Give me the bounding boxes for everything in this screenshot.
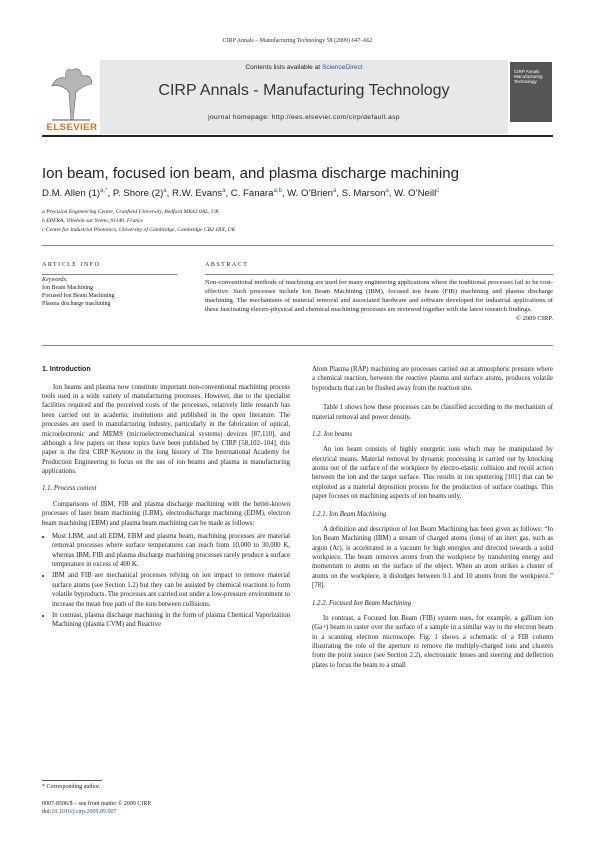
list-item: • Most LBM, and all EDM, EBM and plasma beam, machining processes are material removal processes where surface temperatures can reach from 10,000 to 30,000 K, whereas IBM, FIB and plasma discharge machining processes rarely produce a surface temperature in excess of 400 K. bbox=[52, 532, 290, 570]
issn-line: 0007-8506/$ – see front matter © 2009 CIRP. bbox=[42, 801, 152, 807]
contents-line bbox=[100, 64, 508, 71]
abstract-heading: ABSTRACT bbox=[205, 262, 249, 268]
keyword: Focused Ion Beam Machining bbox=[42, 293, 115, 300]
header-rule bbox=[42, 135, 553, 137]
issn-block bbox=[42, 800, 152, 817]
divider bbox=[42, 345, 553, 346]
author-affil-mark[interactable]: a,* bbox=[100, 188, 108, 194]
paragraph: Comparisons of IBM, FIB and plasma discharge machining with the better-known processes of laser beam machining (LBM), electrodischarge machining (EDM), electron beam machining (EBM) and plasma beam machining can be made as follows: bbox=[42, 500, 290, 527]
keyword: Ion Beam Machining bbox=[42, 285, 93, 292]
elsevier-wordmark: ELSEVIER bbox=[46, 122, 98, 133]
divider bbox=[205, 274, 553, 275]
article-info-heading: ARTICLE INFO bbox=[42, 262, 101, 268]
paragraph: Atom Plasma (RAP) machining are processes carried out at atmospheric pressure where a chemical reaction, between the reactive plasma and surface atoms, produces volatile byproducts that can be flushed away from the reaction site. bbox=[312, 366, 553, 392]
author: P. Shore (2) bbox=[112, 188, 164, 200]
affiliation: c Centre for Industrial Photonics, University of Cambridge, Cambridge CB2 1RX, UK bbox=[42, 227, 236, 233]
paragraph: Table 1 shows how these processes can be classified according to the mechanism of material removal and power density. bbox=[312, 404, 553, 421]
author: S. Marson bbox=[341, 188, 386, 200]
author-affil-mark[interactable]: a bbox=[222, 188, 226, 194]
doi-prefix: doi: bbox=[42, 809, 52, 816]
doi-link[interactable]: 10.1016/j.cirp.2009.09.007 bbox=[51, 809, 117, 816]
list-item: • IBM and FIB are mechanical processes relying on ion impact to remove material surface atoms (see Section 1.2) but they can be assisted by chemical reactions to form volatile byproducts. The processes are carried out under a low-pressure environment to increase the mean free path of the ions between collisions. bbox=[52, 571, 290, 609]
article-title: Ion beam, focused ion beam, and plasma discharge machining bbox=[42, 165, 459, 182]
affiliation: b EPFRA, Villebon sur Yvette, 91140, France bbox=[42, 218, 144, 224]
author: W. O’Neill bbox=[394, 188, 437, 200]
author-affil-mark[interactable]: a bbox=[385, 188, 389, 194]
keyword: Plasma discharge machining bbox=[42, 301, 111, 308]
paragraph: Ion beams and plasma now constitute important non-conventional machining process tools used in a wide variety of manufacturing processes. However, due to the specialist facilities required and the perceived costs of the processes, relatively little research has been carried out in academic institutions and published in the open literature. The processes are used in manufacturing industry, particularly in the fabrication of optical, microelectronic and MEMS (microelectromechanical systems) devices [87,110], and although a few papers on these topics have been published by CIRP [58,102–104], this paper is the first CIRP Keynote in the long history of The International Academy for Production Engineering to focus on the use of ion beams and plasma in manufacturing applications. bbox=[42, 383, 290, 476]
right-column bbox=[312, 365, 553, 670]
divider bbox=[42, 245, 553, 246]
abstract-text: Non-conventional methods of machining are used for many engineering applications where the traditional processes fail to be cost-effective. Such processes include Ion Beam Machining (IBM), focused ion beam (FIB) machining and plasma discharge machining. The mechanisms of material removal and associated hardware and software developed for industrial applications of these fascinating electro-physical and chemical machining processes are reviewed together with the latest research findings. bbox=[205, 279, 553, 313]
sciencedirect-link[interactable]: ScienceDirect bbox=[321, 64, 363, 71]
subsubsection-heading: 1.2.1. Ion Beam Machining bbox=[312, 510, 387, 518]
contents-prefix: Contents lists available at bbox=[245, 64, 322, 71]
cover-title: CIRP Annals Manufacturing Technology bbox=[514, 69, 543, 84]
author-affil-mark[interactable]: a,b bbox=[273, 188, 282, 194]
author: W. O’Brien bbox=[287, 188, 334, 200]
paragraph: An ion beam consists of highly energetic ions which may be manipulated by electrical means. Material removal by dynamic processing is carried out by knocking atoms out of the surface of the workpiece by electro-elastic collision and recoil action between the ion and the target surface. This results in ion sputtering [101] that can be exploited as a material deposition process for the production of surface coatings. This paper focuses on machining aspects of ion beams only. bbox=[312, 446, 553, 501]
divider bbox=[42, 274, 177, 275]
footnote: * Corresponding author. bbox=[42, 784, 101, 790]
journal-title: CIRP Annals - Manufacturing Technology bbox=[158, 82, 450, 99]
subsubsection-heading: 1.2.2. Focused Ion Beam Machining bbox=[312, 599, 412, 607]
paragraph: In contrast, a Focused Ion Beam (FIB) system uses, for example, a gallium ion (Ga+) beam to raster over the surface of a sample in a similar way to the electron beam in a scanning electron microscope. Fig. 1 shows a schematic of a FIB column illustrating the role of the aperture to remove the multiply-charged ions and clusters from the point source (see Section 2.2), electrostatic lenses and steering and deflection plates to focus the beam to a small bbox=[312, 614, 553, 669]
author: D.M. Allen (1) bbox=[42, 188, 101, 200]
paragraph: A definition and description of Ion Beam Machining has been given as follows: “In Ion Beam Machining (IBM) a stream of charged atoms (ions) of an inert gas, such as argon (Ar), is accelerated in a vacuum by high energies and directed towards a solid workpiece. The beam removes atoms from the workpiece by transferring energy and momentum to atoms on the surface of the object. When an atom strikes a cluster of atoms on the workpiece, it dislodges between 0.1 and 10 atoms from the workpiece.” [78]. bbox=[312, 525, 553, 590]
abstract-body bbox=[205, 279, 553, 323]
keywords-label: Keywords: bbox=[42, 277, 68, 283]
author-affil-mark[interactable]: c bbox=[436, 188, 440, 194]
author-affil-mark[interactable]: a bbox=[333, 188, 337, 194]
subsection-heading: 1.2. Ion beams bbox=[312, 430, 353, 438]
author-affil-mark[interactable]: a bbox=[163, 188, 167, 194]
footnote-rule bbox=[42, 780, 102, 781]
elsevier-tree-logo bbox=[42, 62, 100, 124]
subsection-heading: 1.1. Process context bbox=[42, 485, 97, 493]
doi-line bbox=[42, 808, 152, 816]
list-item: • In contrast, plasma discharge machining in the form of plasma Chemical Vaporization Machining (plasma CVM) and Reactive bbox=[52, 611, 290, 630]
author-list: D.M. Allen $(1)^{a,*}$, P. Shore $(2)^a$, R.W. Evans$^a$, C. Fanara$^{a,b}$, W. O’Brien$^a$, S. Marson$^a$, W. O’Neill$^c$ bbox=[42, 188, 440, 200]
left-column bbox=[42, 365, 290, 632]
affiliation: a Precision Engineering Centre, Cranfield University, Bedford MK43 0AL, UK bbox=[42, 209, 219, 215]
running-head: CIRP Annals – Manufacturing Technology 58 (2009) 647–662 bbox=[222, 38, 373, 44]
section-heading: 1. Introduction bbox=[42, 366, 91, 373]
keywords-block bbox=[42, 276, 177, 308]
bullet-list bbox=[42, 532, 290, 630]
author: C. Fanara bbox=[230, 188, 274, 200]
abstract-copyright: © 2009 CIRP. bbox=[515, 314, 553, 322]
author: R.W. Evans bbox=[171, 188, 223, 200]
journal-homepage[interactable]: journal homepage: http://ees.elsevier.com/cirp/default.asp bbox=[208, 114, 400, 121]
